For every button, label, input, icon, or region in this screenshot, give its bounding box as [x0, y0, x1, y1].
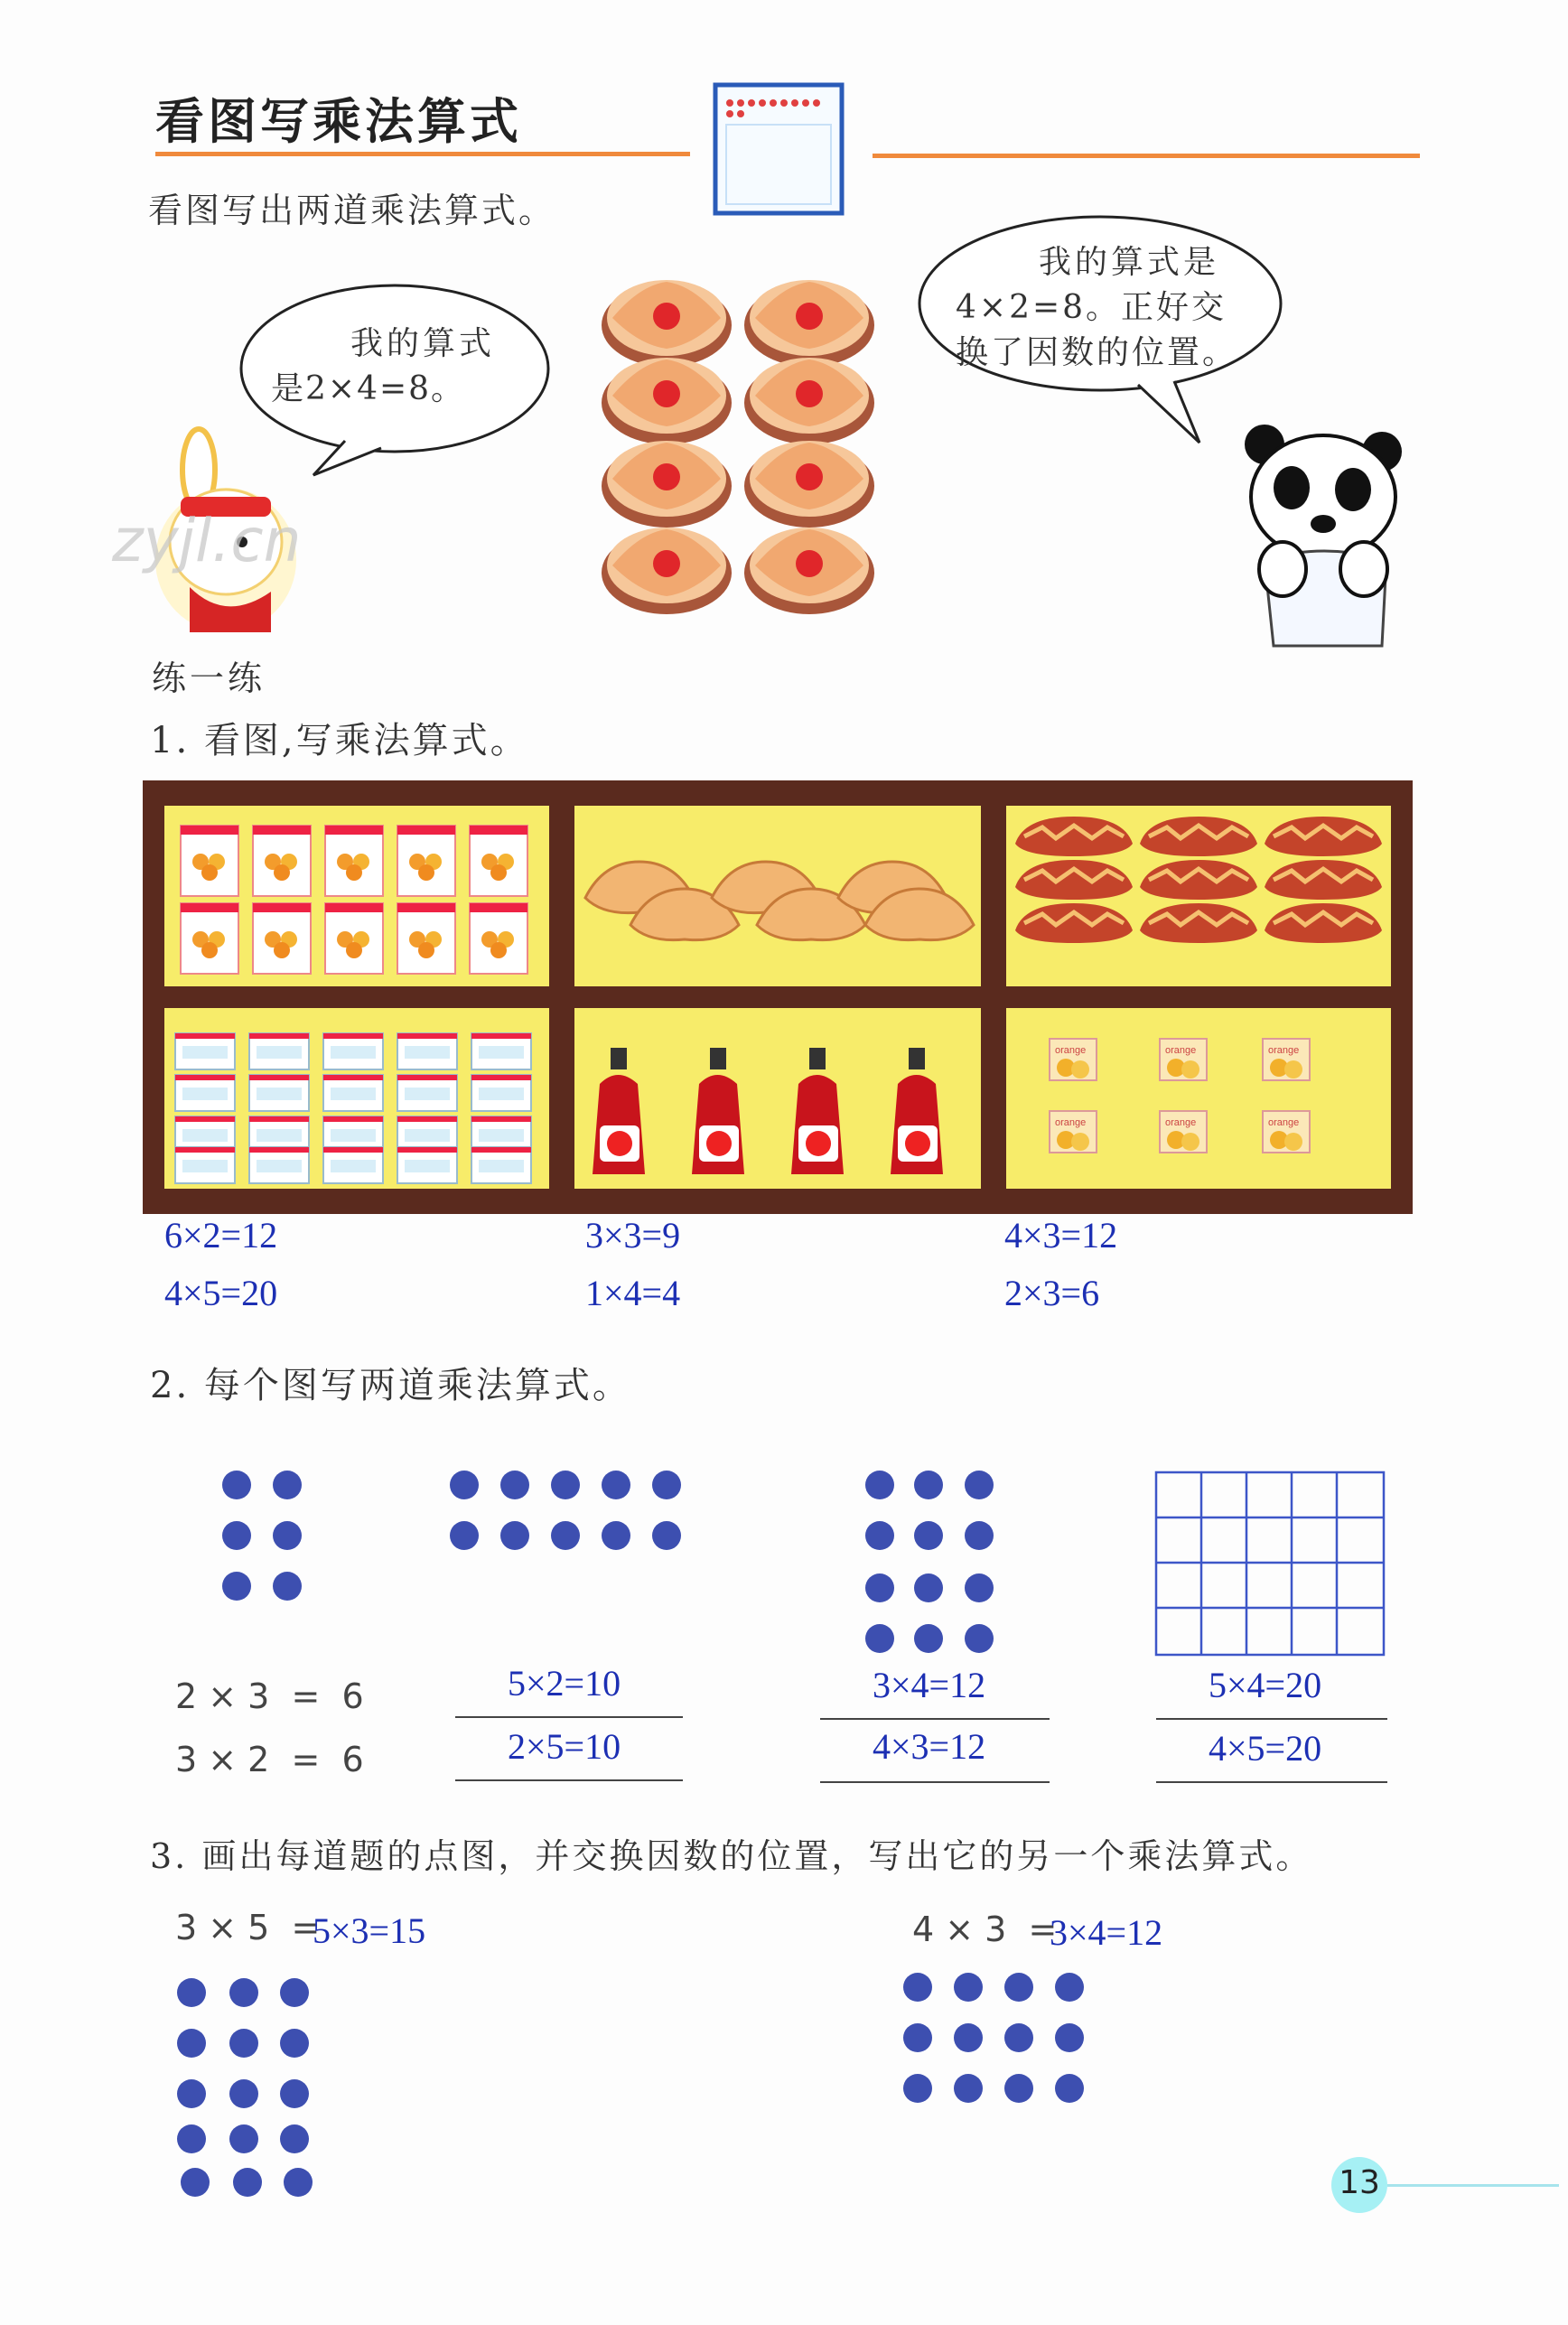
q1-answer-2b: 1×4=4: [585, 1273, 681, 1313]
answer-line: [1156, 1718, 1387, 1720]
bubble-left-line2: 是2×4=8。: [271, 370, 466, 407]
q2-answer-1a: 5×2=10: [508, 1663, 621, 1704]
answer-line: [1156, 1781, 1387, 1783]
q2-grid-5x4: [1154, 1471, 1386, 1657]
instruction-text: 看图写出两道乘法算式。: [148, 191, 556, 230]
answer-line: [820, 1718, 1050, 1720]
title-underline-right: [873, 154, 1420, 158]
q3-left-expression: 3 × 5 =: [175, 1908, 321, 1947]
q1-answer-2a: 3×3=9: [585, 1215, 681, 1256]
q1-prompt: 1. 看图,写乘法算式。: [150, 720, 529, 761]
q2-answer-3a: 5×4=20: [1209, 1665, 1322, 1705]
page-number-line: [1387, 2184, 1559, 2187]
q2-prompt: 2. 每个图写两道乘法算式。: [150, 1365, 631, 1406]
q2-answer-2b: 4×3=12: [873, 1726, 986, 1767]
practice-label: 练一练: [152, 658, 266, 698]
q2-example-1: 2 × 3 = 6: [175, 1676, 364, 1716]
bubble-right-line2: 4×2=8。正好交: [956, 289, 1227, 326]
answer-line: [455, 1716, 683, 1718]
title-underline: [155, 152, 690, 156]
watermark: zyjl.cn: [112, 506, 302, 575]
q1-answer-3b: 2×3=6: [1004, 1273, 1100, 1313]
panda-character-icon: [1237, 425, 1409, 650]
bubble-left-line1: 我的算式: [350, 325, 496, 362]
bubble-right-line3: 换了因数的位置。: [956, 334, 1238, 371]
q2-answer-1b: 2×5=10: [508, 1726, 621, 1767]
q3-left-answer: 5×3=15: [313, 1910, 426, 1951]
shelf-illustration: [143, 780, 1413, 1214]
q3-right-expression: 4 × 3 =: [912, 1909, 1058, 1949]
q3-right-answer: 3×4=12: [1050, 1912, 1163, 1953]
answer-line: [455, 1779, 683, 1781]
q2-answer-2a: 3×4=12: [873, 1665, 986, 1705]
q1-answer-1a: 6×2=12: [164, 1215, 278, 1256]
cookies-illustration: [596, 271, 876, 632]
grid-card-icon: [714, 83, 845, 217]
page-title: 看图写乘法算式: [155, 93, 522, 150]
q1-answer-3a: 4×3=12: [1004, 1215, 1118, 1256]
q1-answer-1b: 4×5=20: [164, 1273, 278, 1313]
bubble-right-line1: 我的算式是: [1039, 244, 1220, 281]
q3-prompt: 3. 画出每道题的点图，并交换因数的位置，写出它的另一个乘法算式。: [150, 1836, 1313, 1876]
q2-example-2: 3 × 2 = 6: [175, 1740, 364, 1779]
q2-answer-3b: 4×5=20: [1209, 1728, 1322, 1769]
answer-line: [820, 1781, 1050, 1783]
page-number: 13: [1339, 2164, 1380, 2201]
